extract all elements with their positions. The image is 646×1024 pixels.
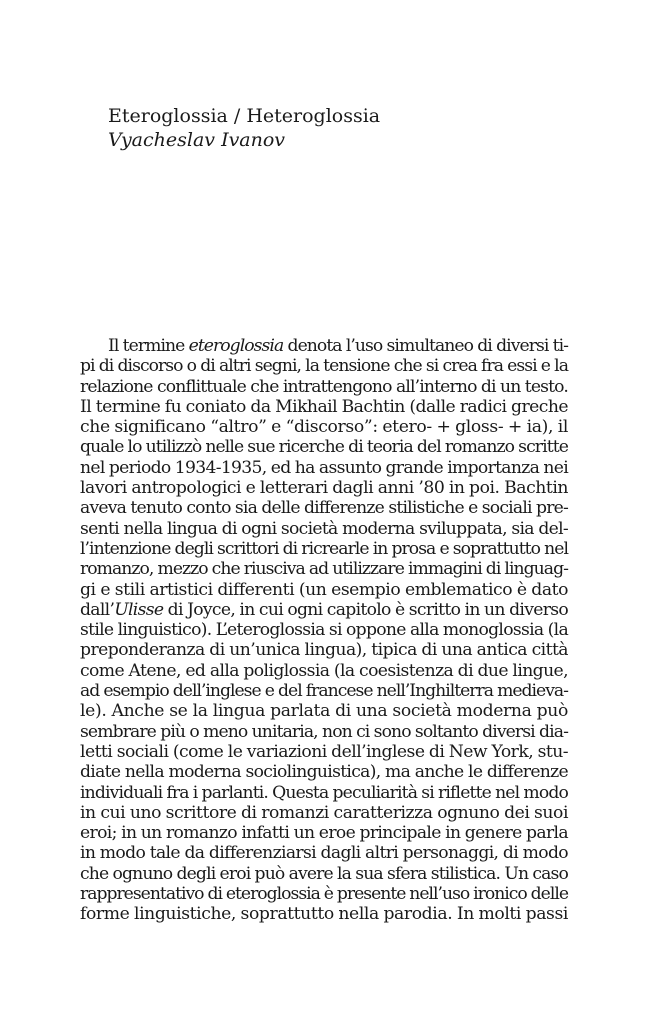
text-line: [80, 762, 568, 782]
text-run: eroi; in un romanzo infatti un eroe principale in genere parla: [80, 823, 568, 844]
text-line: [80, 843, 568, 863]
text-run: aveva tenuto conto sia delle differenze stilistiche e sociali pre-: [80, 498, 568, 519]
text-run: in modo tale da differenziarsi dagli altri personaggi, di modo: [80, 843, 568, 864]
text-line: [80, 722, 568, 742]
text-run: senti nella lingua di ogni società moderna sviluppata, sia del-: [80, 518, 568, 539]
text-run: dall’: [80, 599, 115, 620]
text-line: [80, 803, 568, 823]
text-run: lavori antropologici e letterari dagli anni ’80 in poi. Bachtin: [80, 478, 568, 499]
text-run: nel periodo 1934-1935, ed ha assunto grande importanza nei: [80, 457, 568, 478]
text-run: gi e stili artistici differenti (un esempio emblematico è dato: [80, 579, 568, 600]
text-line: [80, 559, 568, 579]
article-title: Eteroglossia / Heteroglossia: [108, 105, 381, 127]
text-run: che significano “altro” e “discorso”: etero- + gloss- + ia), il: [80, 417, 568, 438]
text-line: [80, 904, 568, 924]
text-line: [80, 417, 568, 437]
text-line: [80, 783, 568, 803]
text-run: diate nella moderna sociolinguistica), ma anche le differenze: [80, 762, 568, 783]
text-line: [80, 620, 568, 640]
text-run: le). Anche se la lingua parlata di una società moderna può: [80, 701, 568, 722]
text-line: [80, 864, 568, 884]
text-run: Il termine: [108, 336, 189, 356]
text-run: quale lo utilizzò nelle sue ricerche di teoria del romanzo scritte: [80, 437, 568, 458]
text-run: ad esempio dell’inglese e del francese nell’Inghilterra medieva-: [80, 681, 568, 702]
text-run: in cui uno scrittore di romanzi caratterizza ognuno dei suoi: [80, 802, 568, 823]
italic-term: Ulisse: [114, 599, 164, 620]
text-run: letti sociali (come le variazioni dell’inglese di New York, stu-: [80, 741, 568, 762]
article-body: [80, 336, 568, 925]
text-run: l’intenzione degli scrittori di ricrearle in prosa e soprattutto nel: [80, 538, 568, 559]
text-line: [80, 519, 568, 539]
text-line: [80, 377, 568, 397]
text-line: [80, 356, 568, 376]
italic-term: eteroglossia: [188, 336, 284, 356]
text-line: [80, 681, 568, 701]
text-line: [80, 661, 568, 681]
text-run: Il termine fu coniato da Mikhail Bachtin (dalle radici greche: [80, 396, 568, 417]
text-run: stile linguistico). L’eteroglossia si oppone alla monoglossia (la: [80, 620, 568, 641]
text-line: [80, 437, 568, 457]
text-line: [80, 336, 568, 356]
text-run: pi di discorso o di altri segni, la tensione che si crea fra essi e la: [80, 356, 568, 377]
text-line: [80, 884, 568, 904]
article-header: [108, 104, 568, 152]
text-run: forme linguistiche, soprattutto nella parodia. In molti passi: [80, 904, 568, 925]
text-line: [80, 498, 568, 518]
text-line: [80, 823, 568, 843]
text-run: denota l’uso simultaneo di diversi ti-: [283, 336, 569, 356]
text-line: [80, 539, 568, 559]
text-run: di Joyce, in cui ogni capitolo è scritto in un diverso: [163, 599, 568, 620]
text-line: [80, 640, 568, 660]
text-line: [80, 478, 568, 498]
text-run: individuali fra i parlanti. Questa peculiarità si riflette nel modo: [80, 782, 568, 803]
text-line: [80, 397, 568, 417]
text-run: preponderanza di un’unica lingua), tipica di una antica città: [80, 640, 568, 661]
text-run: rappresentativo di eteroglossia è presente nell’uso ironico delle: [80, 884, 568, 905]
text-line: [80, 600, 568, 620]
text-run: romanzo, mezzo che riusciva ad utilizzare immagini di linguag-: [80, 559, 568, 580]
text-line: [80, 742, 568, 762]
article-author: Vyacheslav Ivanov: [108, 129, 286, 151]
text-run: che ognuno degli eroi può avere la sua sfera stilistica. Un caso: [80, 863, 568, 884]
text-line: [80, 458, 568, 478]
text-line: [80, 701, 568, 721]
text-run: sembrare più o meno unitaria, non ci sono soltanto diversi dia-: [80, 721, 568, 742]
text-run: come Atene, ed alla poliglossia (la coesistenza di due lingue,: [80, 660, 568, 681]
text-run: relazione conflittuale che intrattengono all’interno di un testo.: [80, 376, 568, 397]
text-line: [80, 580, 568, 600]
